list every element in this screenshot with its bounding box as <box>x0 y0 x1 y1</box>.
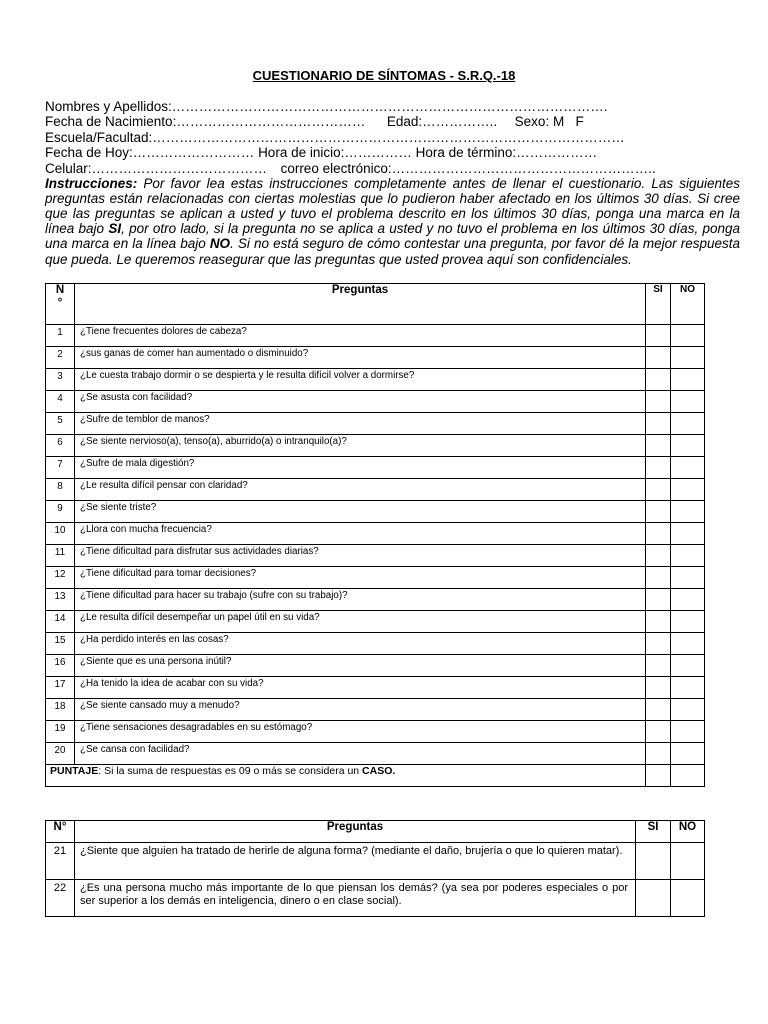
answer-no-cell[interactable] <box>671 880 705 917</box>
no-header-2: NO <box>671 821 705 843</box>
table-row <box>46 457 705 479</box>
instructions-paragraph <box>45 176 740 267</box>
score-rule: : Si la suma de respuestas es 09 o más se considera un <box>98 765 363 777</box>
table-row <box>46 391 705 413</box>
question-text: ¿Se siente cansado muy a menudo? <box>75 699 646 721</box>
symptoms-table <box>45 283 705 787</box>
answer-si-cell[interactable] <box>646 347 671 369</box>
answer-no-cell[interactable] <box>671 545 705 567</box>
question-number: 10 <box>46 523 75 545</box>
answer-no-cell[interactable] <box>671 435 705 457</box>
answer-si-cell[interactable] <box>646 501 671 523</box>
question-number: 14 <box>46 611 75 633</box>
table-row <box>46 325 705 347</box>
answer-no-cell[interactable] <box>671 567 705 589</box>
question-text: ¿Tiene dificultad para disfrutar sus actividades diarias? <box>75 545 646 567</box>
contact-line <box>45 161 745 176</box>
instructions-label: Instrucciones: <box>45 175 138 191</box>
question-number: 18 <box>46 699 75 721</box>
question-text: ¿Le resulta difícil pensar con claridad? <box>75 479 646 501</box>
answer-no-cell[interactable] <box>671 479 705 501</box>
table-row <box>46 743 705 765</box>
table-row <box>46 479 705 501</box>
answer-si-cell[interactable] <box>646 655 671 677</box>
answer-no-cell[interactable] <box>671 457 705 479</box>
question-text: ¿Se asusta con facilidad? <box>75 391 646 413</box>
additional-questions-table <box>45 820 705 917</box>
answer-si-cell[interactable] <box>646 479 671 501</box>
answer-si-cell[interactable] <box>646 413 671 435</box>
question-text: ¿Sufre de temblor de manos? <box>75 413 646 435</box>
table-row <box>46 523 705 545</box>
question-text: ¿Ha perdido interés en las cosas? <box>75 633 646 655</box>
questions-header-2: Preguntas <box>75 821 636 843</box>
score-no-cell <box>671 765 705 787</box>
table-header-row <box>46 284 705 325</box>
number-header-2: N° <box>46 821 75 843</box>
question-number: 11 <box>46 545 75 567</box>
question-text: ¿Siente que es una persona inútil? <box>75 655 646 677</box>
question-text: ¿Tiene frecuentes dolores de cabeza? <box>75 325 646 347</box>
table-row <box>46 880 705 917</box>
table-row <box>46 655 705 677</box>
question-number: 3 <box>46 369 75 391</box>
instructions-no: NO <box>209 236 231 252</box>
question-number: 22 <box>46 880 75 917</box>
answer-si-cell[interactable] <box>646 325 671 347</box>
answer-si-cell[interactable] <box>646 545 671 567</box>
question-text: ¿Le cuesta trabajo dormir o se despierta y le resulta difícil volver a dormirse? <box>75 369 646 391</box>
question-text: ¿Tiene dificultad para hacer su trabajo (sufre con su trabajo)? <box>75 589 646 611</box>
answer-si-cell[interactable] <box>646 369 671 391</box>
table-row <box>46 843 705 880</box>
table-row <box>46 347 705 369</box>
table-row <box>46 677 705 699</box>
question-number: 15 <box>46 633 75 655</box>
answer-si-cell[interactable] <box>636 843 671 880</box>
instructions-text-3: . Si no está seguro de cómo contestar una pregunta, por favor dé la mejor respuesta que pueda. Le queremos reasegurar que las preguntas que usted provea aquí son confidenciales. <box>45 236 740 267</box>
question-text: ¿Tiene sensaciones desagradables en su estómago? <box>75 721 646 743</box>
table-row <box>46 435 705 457</box>
instructions-text-2: , por otro lado, si la pregunta no se aplica a usted y no tuvo el problema en los últimos 30 días, ponga una marca en la línea bajo <box>45 221 740 252</box>
personal-data-fields <box>45 99 745 176</box>
table-row <box>46 721 705 743</box>
question-number: 19 <box>46 721 75 743</box>
date-time-line <box>45 145 745 160</box>
birthdate-field[interactable]: Fecha de Nacimiento:…………………………………… <box>45 114 366 130</box>
table-row <box>46 413 705 435</box>
table-row <box>46 501 705 523</box>
score-si-cell <box>646 765 671 787</box>
si-header: SI <box>646 284 671 325</box>
answer-si-cell[interactable] <box>646 435 671 457</box>
answer-no-cell[interactable] <box>671 743 705 765</box>
answer-si-cell[interactable] <box>646 523 671 545</box>
si-header-2: SI <box>636 821 671 843</box>
table-row <box>46 633 705 655</box>
start-time-field[interactable]: Hora de inicio:…………… <box>258 145 412 161</box>
answer-no-cell[interactable] <box>671 843 705 880</box>
question-number: 16 <box>46 655 75 677</box>
question-number: 7 <box>46 457 75 479</box>
question-text: ¿Le resulta difícil desempeñar un papel útil en su vida? <box>75 611 646 633</box>
question-number: 6 <box>46 435 75 457</box>
answer-no-cell[interactable] <box>671 633 705 655</box>
table-row <box>46 611 705 633</box>
answer-si-cell[interactable] <box>646 721 671 743</box>
number-header: N ° <box>46 284 75 325</box>
age-field[interactable]: Edad:…………….. <box>386 114 498 130</box>
answer-no-cell[interactable] <box>671 501 705 523</box>
answer-si-cell[interactable] <box>646 611 671 633</box>
answer-no-cell[interactable] <box>671 589 705 611</box>
no-header: NO <box>671 284 705 325</box>
table-row <box>46 589 705 611</box>
table-row <box>46 369 705 391</box>
school-field[interactable]: Escuela/Facultad:…………………………………………………………………………………………… <box>45 129 625 145</box>
question-number: 5 <box>46 413 75 435</box>
name-field[interactable]: Nombres y Apellidos:……………………………………………………………………………………. <box>45 99 608 114</box>
score-text <box>46 765 646 787</box>
question-text: ¿Ha tenido la idea de acabar con su vida? <box>75 677 646 699</box>
answer-si-cell[interactable] <box>646 677 671 699</box>
question-text: ¿Siente que alguien ha tratado de herirle de alguna forma? (mediante el daño, brujería o que lo quieren matar). <box>75 843 636 880</box>
answer-si-cell[interactable] <box>646 589 671 611</box>
answer-si-cell[interactable] <box>636 880 671 917</box>
answer-no-cell[interactable] <box>671 523 705 545</box>
answer-no-cell[interactable] <box>671 347 705 369</box>
table2-header-row <box>46 821 705 843</box>
score-row <box>46 765 705 787</box>
question-number: 17 <box>46 677 75 699</box>
answer-si-cell[interactable] <box>646 391 671 413</box>
table-row <box>46 545 705 567</box>
question-number: 13 <box>46 589 75 611</box>
end-time-field[interactable]: Hora de término:……………… <box>415 145 598 161</box>
question-text: ¿Tiene dificultad para tomar decisiones? <box>75 567 646 589</box>
question-text: ¿Se siente triste? <box>75 501 646 523</box>
instructions-si: SI <box>108 221 122 237</box>
answer-si-cell[interactable] <box>646 699 671 721</box>
question-number: 20 <box>46 743 75 765</box>
answer-no-cell[interactable] <box>671 325 705 347</box>
email-field[interactable]: correo electrónico:………………………………………………….. <box>280 160 656 176</box>
question-text: ¿sus ganas de comer han aumentado o disminuido? <box>75 347 646 369</box>
question-number: 1 <box>46 325 75 347</box>
answer-no-cell[interactable] <box>671 721 705 743</box>
questions-header: Preguntas <box>75 284 646 325</box>
question-text: ¿Se cansa con facilidad? <box>75 743 646 765</box>
question-text: ¿Llora con mucha frecuencia? <box>75 523 646 545</box>
answer-si-cell[interactable] <box>646 743 671 765</box>
phone-field[interactable]: Celular:………………………………… <box>45 160 268 176</box>
question-number: 4 <box>46 391 75 413</box>
answer-no-cell[interactable] <box>671 413 705 435</box>
question-number: 8 <box>46 479 75 501</box>
score-label: PUNTAJE <box>50 765 99 777</box>
question-number: 2 <box>46 347 75 369</box>
answer-no-cell[interactable] <box>671 699 705 721</box>
answer-si-cell[interactable] <box>646 567 671 589</box>
answer-no-cell[interactable] <box>671 655 705 677</box>
answer-si-cell[interactable] <box>646 457 671 479</box>
answer-no-cell[interactable] <box>671 611 705 633</box>
instructions-text-1: Por favor lea estas instrucciones completamente antes de llenar el cuestionario. Las siguientes preguntas están relacionadas con ciertas molestias que lo pudieron haber afectado en los últimos 30 días. Si cree que las preguntas se aplican a usted y tuvo el problema descrito en los últimos 30 días, ponga una marca en la línea bajo <box>45 175 740 237</box>
question-text: ¿Sufre de mala digestión? <box>75 457 646 479</box>
score-caso: CASO. <box>362 765 396 777</box>
table-row <box>46 567 705 589</box>
answer-no-cell[interactable] <box>671 391 705 413</box>
today-date-field[interactable]: Fecha de Hoy:……………………… <box>45 145 255 161</box>
answer-si-cell[interactable] <box>646 633 671 655</box>
sex-field[interactable]: Sexo: M F <box>514 114 584 130</box>
answer-no-cell[interactable] <box>671 369 705 391</box>
question-number: 12 <box>46 567 75 589</box>
answer-no-cell[interactable] <box>671 677 705 699</box>
document-title: CUESTIONARIO DE SÍNTOMAS - S.R.Q.-18 <box>252 68 516 83</box>
birth-age-sex-line <box>45 114 745 129</box>
question-text: ¿Es una persona mucho más importante de lo que piensan los demás? (ya sea por poderes especiales o por ser superior a los demás en inteligencia, dinero o en clase social). <box>75 880 636 917</box>
question-number: 9 <box>46 501 75 523</box>
table-row <box>46 699 705 721</box>
question-text: ¿Se siente nervioso(a), tenso(a), aburrido(a) o intranquilo(a)? <box>75 435 646 457</box>
question-number: 21 <box>46 843 75 880</box>
